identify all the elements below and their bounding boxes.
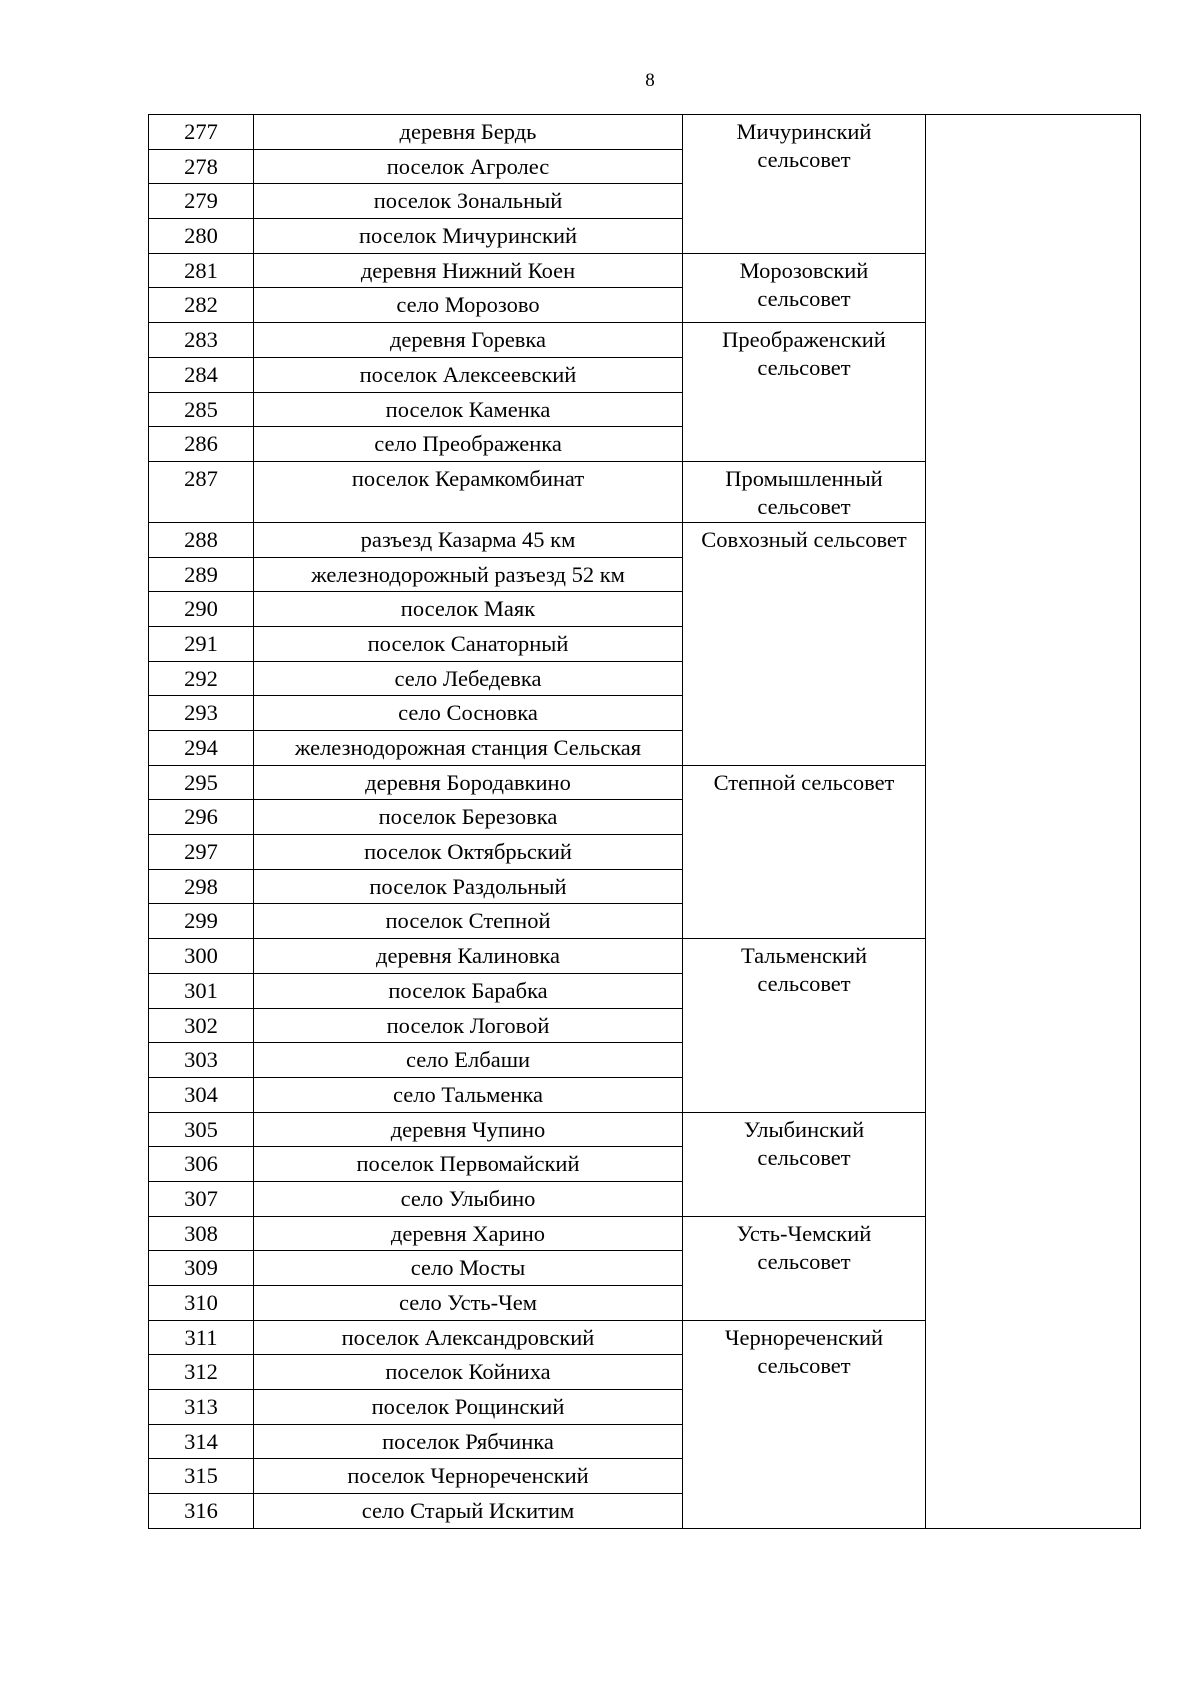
row-number: 314 xyxy=(149,1424,254,1459)
settlement-name: село Сосновка xyxy=(254,696,683,731)
settlement-name: поселок Маяк xyxy=(254,592,683,627)
row-number: 280 xyxy=(149,219,254,254)
row-number: 290 xyxy=(149,592,254,627)
row-number: 296 xyxy=(149,800,254,835)
row-number: 287 xyxy=(149,461,254,522)
settlement-name: село Морозово xyxy=(254,288,683,323)
settlement-name: поселок Алексеевский xyxy=(254,357,683,392)
row-number: 304 xyxy=(149,1077,254,1112)
settlement-name: село Усть-Чем xyxy=(254,1286,683,1321)
page-number: 8 xyxy=(645,70,655,91)
settlement-name: поселок Березовка xyxy=(254,800,683,835)
row-number: 307 xyxy=(149,1181,254,1216)
settlement-name: село Улыбино xyxy=(254,1181,683,1216)
table-row xyxy=(149,115,1141,150)
council-name: Мичуринский сельсовет xyxy=(683,115,926,254)
settlement-name: село Тальменка xyxy=(254,1077,683,1112)
empty-column-cell xyxy=(926,115,1141,1529)
settlement-name: село Старый Искитим xyxy=(254,1494,683,1529)
row-number: 278 xyxy=(149,149,254,184)
settlement-name: поселок Логовой xyxy=(254,1008,683,1043)
row-number: 313 xyxy=(149,1390,254,1425)
settlement-name: деревня Калиновка xyxy=(254,939,683,974)
settlement-name: село Елбаши xyxy=(254,1043,683,1078)
row-number: 288 xyxy=(149,522,254,557)
settlement-name: поселок Каменка xyxy=(254,392,683,427)
row-number: 283 xyxy=(149,323,254,358)
settlement-name: село Мосты xyxy=(254,1251,683,1286)
row-number: 286 xyxy=(149,427,254,462)
row-number: 308 xyxy=(149,1216,254,1251)
council-name: Преображенский сельсовет xyxy=(683,323,926,462)
row-number: 297 xyxy=(149,835,254,870)
row-number: 279 xyxy=(149,184,254,219)
row-number: 293 xyxy=(149,696,254,731)
row-number: 309 xyxy=(149,1251,254,1286)
settlement-name: деревня Харино xyxy=(254,1216,683,1251)
row-number: 300 xyxy=(149,939,254,974)
row-number: 316 xyxy=(149,1494,254,1529)
row-number: 298 xyxy=(149,869,254,904)
settlement-name: поселок Александровский xyxy=(254,1320,683,1355)
row-number: 305 xyxy=(149,1112,254,1147)
settlement-name: поселок Барабка xyxy=(254,973,683,1008)
council-name: Морозовский сельсовет xyxy=(683,253,926,322)
council-name: Чернореченский сельсовет xyxy=(683,1320,926,1528)
row-number: 284 xyxy=(149,357,254,392)
settlement-name: деревня Чупино xyxy=(254,1112,683,1147)
row-number: 282 xyxy=(149,288,254,323)
settlement-name: поселок Рябчинка xyxy=(254,1424,683,1459)
settlement-name: железнодорожная станция Сельская xyxy=(254,731,683,766)
council-name: Усть-Чемский сельсовет xyxy=(683,1216,926,1320)
row-number: 291 xyxy=(149,626,254,661)
settlement-name: поселок Зональный xyxy=(254,184,683,219)
row-number: 310 xyxy=(149,1286,254,1321)
settlement-name: поселок Чернореченский xyxy=(254,1459,683,1494)
settlements-table xyxy=(148,114,1141,1529)
settlement-name: разъезд Казарма 45 км xyxy=(254,522,683,557)
settlement-name: поселок Раздольный xyxy=(254,869,683,904)
settlement-name: деревня Нижний Коен xyxy=(254,253,683,288)
row-number: 306 xyxy=(149,1147,254,1182)
settlement-name: деревня Горевка xyxy=(254,323,683,358)
row-number: 277 xyxy=(149,115,254,150)
row-number: 301 xyxy=(149,973,254,1008)
settlement-name: поселок Койниха xyxy=(254,1355,683,1390)
settlement-name: поселок Рощинский xyxy=(254,1390,683,1425)
settlement-name: поселок Санаторный xyxy=(254,626,683,661)
row-number: 295 xyxy=(149,765,254,800)
settlement-name: поселок Степной xyxy=(254,904,683,939)
row-number: 289 xyxy=(149,557,254,592)
row-number: 311 xyxy=(149,1320,254,1355)
row-number: 285 xyxy=(149,392,254,427)
settlement-name: деревня Бердь xyxy=(254,115,683,150)
council-name: Степной сельсовет xyxy=(683,765,926,938)
council-name: Промышленный сельсовет xyxy=(683,461,926,522)
council-name: Тальменский сельсовет xyxy=(683,939,926,1112)
row-number: 315 xyxy=(149,1459,254,1494)
settlement-name: поселок Керамкомбинат xyxy=(254,461,683,522)
settlement-name: поселок Октябрьский xyxy=(254,835,683,870)
council-name: Совхозный сельсовет xyxy=(683,522,926,765)
council-name: Улыбинский сельсовет xyxy=(683,1112,926,1216)
row-number: 302 xyxy=(149,1008,254,1043)
row-number: 281 xyxy=(149,253,254,288)
settlement-name: поселок Первомайский xyxy=(254,1147,683,1182)
settlement-name: поселок Мичуринский xyxy=(254,219,683,254)
settlements-table-body xyxy=(149,115,1141,1529)
settlement-name: деревня Бородавкино xyxy=(254,765,683,800)
settlement-name: село Лебедевка xyxy=(254,661,683,696)
settlement-name: село Преображенка xyxy=(254,427,683,462)
row-number: 294 xyxy=(149,731,254,766)
row-number: 292 xyxy=(149,661,254,696)
row-number: 299 xyxy=(149,904,254,939)
row-number: 312 xyxy=(149,1355,254,1390)
settlement-name: железнодорожный разъезд 52 км xyxy=(254,557,683,592)
row-number: 303 xyxy=(149,1043,254,1078)
settlement-name: поселок Агролес xyxy=(254,149,683,184)
